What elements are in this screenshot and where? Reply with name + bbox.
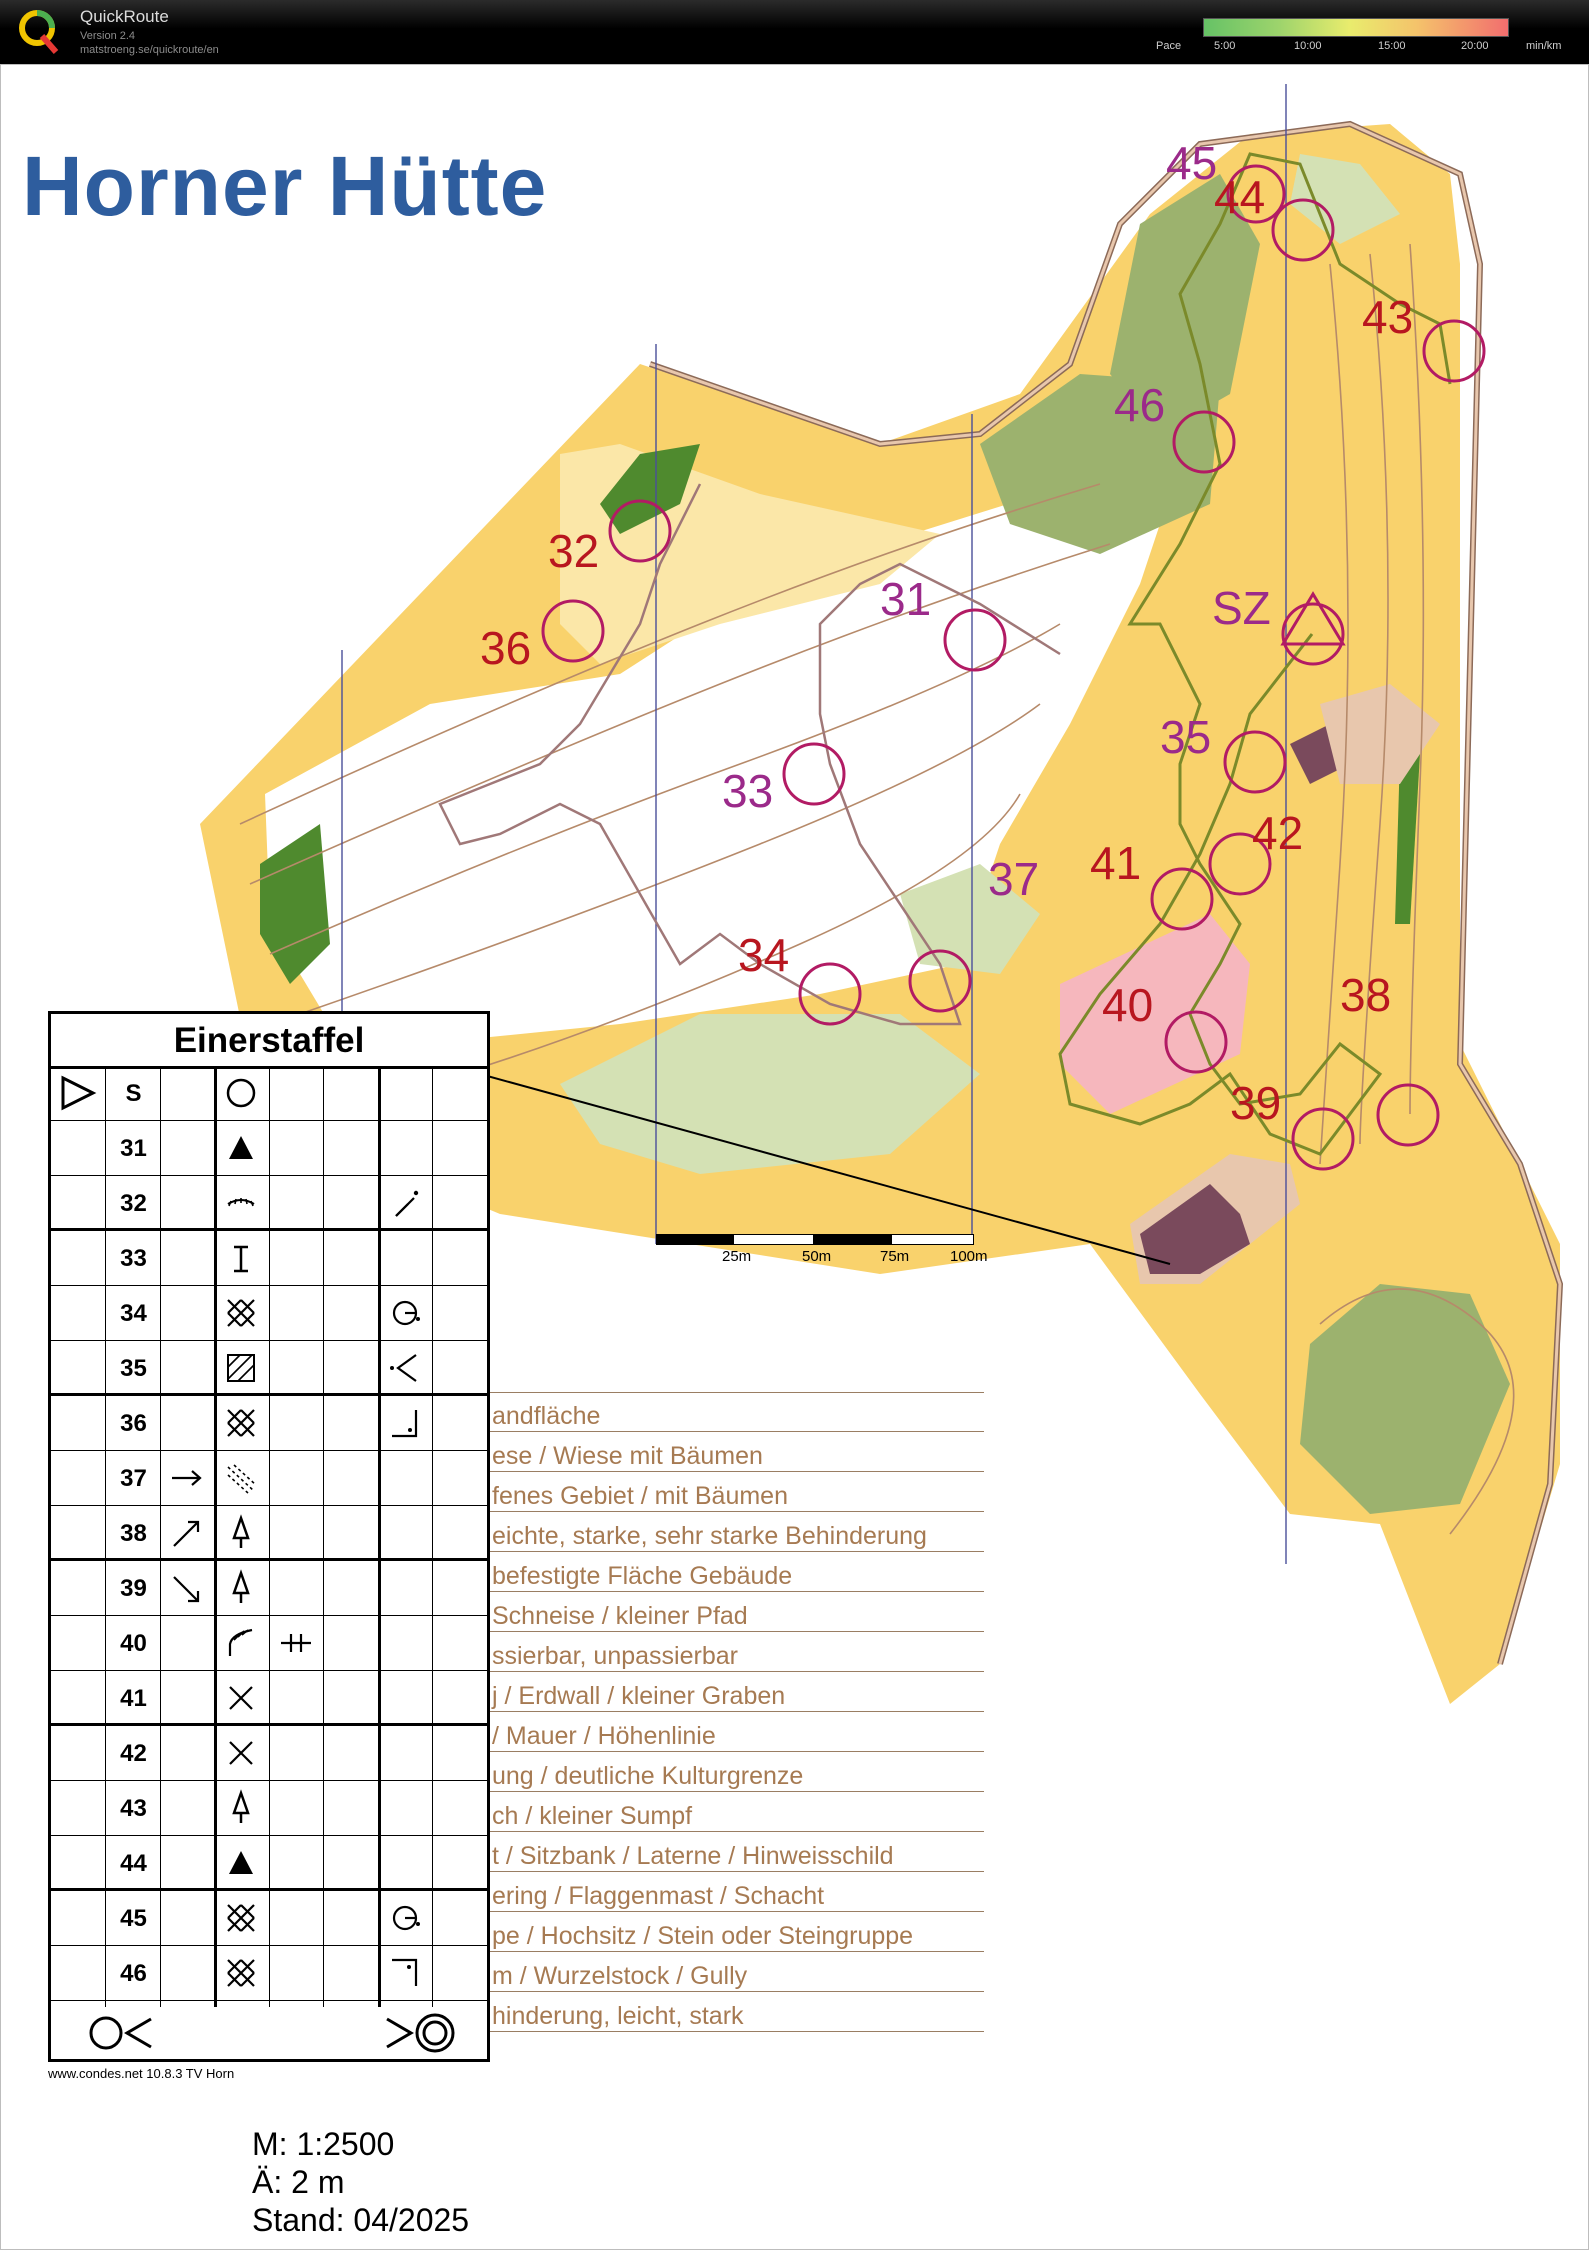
scale-label: 100m — [950, 1248, 988, 1265]
pace-tick: 20:00 — [1461, 40, 1489, 52]
legend-entry: ssierbar, unpassierbar — [488, 1632, 984, 1672]
legend-entry: fenes Gebiet / mit Bäumen — [488, 1472, 984, 1512]
control-code: 43 — [120, 1795, 147, 1822]
quickroute-logo-icon — [18, 6, 60, 56]
control-code: 36 — [120, 1410, 147, 1437]
pace-label: Pace — [1156, 40, 1182, 52]
earth-bank-icon — [214, 1231, 269, 1286]
legend-entry: ering / Flaggenmast / Schacht — [488, 1872, 984, 1912]
tree-icon — [214, 1561, 269, 1616]
control-number[interactable]: 40 — [1102, 979, 1154, 1031]
scale-label: 75m — [880, 1248, 910, 1265]
outside-circle-icon — [378, 1891, 433, 1946]
course-title: Einerstaffel — [51, 1014, 487, 1069]
tree-icon — [214, 1781, 269, 1836]
pace-tick: 15:00 — [1378, 40, 1406, 52]
earth-wall-icon — [214, 1616, 269, 1671]
pace-tick: 10:00 — [1294, 40, 1322, 52]
cross-icon — [214, 1671, 269, 1726]
scale-label: 25m — [722, 1248, 752, 1265]
control-number[interactable]: SZ — [1212, 582, 1271, 634]
control-number[interactable]: 45 — [1166, 137, 1218, 189]
thicket-icon — [214, 1286, 269, 1341]
cross-icon — [214, 1726, 269, 1781]
funnel-icon — [387, 2019, 411, 2047]
scale-segment — [657, 1235, 734, 1244]
control-number[interactable]: 35 — [1160, 711, 1212, 763]
legend-entry: eichte, starke, sehr starke Behinderung — [488, 1512, 984, 1552]
scale-segment — [813, 1235, 892, 1244]
control-code: 39 — [120, 1575, 147, 1602]
grid-line — [378, 1069, 381, 2007]
map-scale: M: 1:2500 — [252, 2126, 395, 2162]
finish-double-circle-icon — [417, 2015, 453, 2051]
legend-entry: ung / deutliche Kulturgrenze — [488, 1752, 984, 1792]
app-version: Version 2.4 — [80, 30, 136, 42]
inner-corner-icon — [378, 1946, 433, 2001]
control-code: S — [125, 1080, 142, 1107]
arrow-east-icon — [160, 1451, 215, 1506]
junction-icon — [269, 1616, 324, 1671]
legend-entry: hinderung, leicht, stark — [488, 1992, 984, 2032]
app-url: matstroeng.se/quickroute/en — [80, 44, 219, 56]
corner-icon — [378, 1176, 433, 1231]
narrow-ride-icon — [214, 1451, 269, 1506]
control-code: 35 — [120, 1355, 147, 1382]
legend-entry: Schneise / kleiner Pfad — [488, 1592, 984, 1632]
tree-icon — [214, 1506, 269, 1561]
outside-circle-icon — [378, 1286, 433, 1341]
scale-bar — [656, 1234, 974, 1245]
thicket-icon — [214, 1946, 269, 2001]
grid-line — [432, 1069, 433, 2007]
control-description-sheet — [48, 1011, 490, 2062]
arrow-south-east-icon — [160, 1561, 215, 1616]
control-number[interactable]: 44 — [1214, 171, 1266, 223]
paved-area-icon — [214, 1341, 269, 1396]
control-number[interactable]: 46 — [1114, 379, 1166, 431]
map-legend — [488, 1392, 984, 2032]
thicket-icon — [214, 1396, 269, 1451]
legend-entry: andfläche — [488, 1392, 984, 1432]
legend-entry: t / Sitzbank / Laterne / Hinweisschild — [488, 1832, 984, 1872]
control-number[interactable]: 33 — [722, 765, 774, 817]
control-code: 32 — [120, 1190, 147, 1217]
control-number[interactable]: 34 — [738, 929, 790, 981]
grid-line — [160, 1069, 161, 2007]
control-number[interactable]: 32 — [548, 525, 600, 577]
circle-open-icon — [214, 1066, 269, 1121]
start-triangle-icon — [51, 1066, 106, 1121]
control-code: 38 — [120, 1520, 147, 1547]
legend-entry: ch / kleiner Sumpf — [488, 1792, 984, 1832]
control-number[interactable]: 43 — [1362, 291, 1414, 343]
corner-angle-icon — [378, 1396, 433, 1451]
control-number[interactable]: 38 — [1340, 969, 1392, 1021]
control-code: 41 — [120, 1685, 147, 1712]
grid-line — [269, 1069, 270, 2007]
legend-entry: ese / Wiese mit Bäumen — [488, 1432, 984, 1472]
map-date: Stand: 04/2025 — [252, 2202, 470, 2238]
grid-line — [105, 1069, 106, 2007]
scale-label: 50m — [802, 1248, 832, 1265]
control-code: 40 — [120, 1630, 147, 1657]
pace-color-scale — [1203, 18, 1509, 37]
control-number[interactable]: 31 — [880, 573, 932, 625]
finish-circle-icon — [91, 2018, 121, 2048]
finish-description — [51, 2007, 487, 2059]
software-credit: www.condes.net 10.8.3 TV Horn — [48, 2066, 235, 2081]
contour-interval: Ä: 2 m — [252, 2164, 345, 2200]
control-number[interactable]: 39 — [1230, 1077, 1282, 1129]
arrow-north-east-icon — [160, 1506, 215, 1561]
control-code: 34 — [120, 1300, 147, 1327]
control-code: 37 — [120, 1465, 147, 1492]
pace-unit: min/km — [1526, 40, 1562, 52]
control-code: 33 — [120, 1245, 147, 1272]
map-title: Horner Hütte — [22, 139, 548, 233]
pace-tick: 5:00 — [1214, 40, 1236, 52]
thicket-icon — [214, 1891, 269, 1946]
control-code: 42 — [120, 1740, 147, 1767]
control-code: 46 — [120, 1960, 147, 1987]
legend-entry: pe / Hochsitz / Stein oder Steingruppe — [488, 1912, 984, 1952]
control-code: 44 — [120, 1850, 147, 1877]
control-code: 31 — [120, 1135, 147, 1162]
knoll-icon — [214, 1121, 269, 1176]
legend-entry: befestigte Fläche Gebäude — [488, 1552, 984, 1592]
funnel-icon — [127, 2019, 151, 2047]
corner-bend-icon — [378, 1341, 433, 1396]
control-number[interactable]: 36 — [480, 622, 532, 674]
quickroute-toolbar — [0, 0, 1589, 64]
app-title: QuickRoute — [80, 7, 169, 26]
control-code: 45 — [120, 1905, 147, 1932]
knoll-icon — [214, 1836, 269, 1891]
gully-end-icon — [214, 1176, 269, 1231]
control-number[interactable]: 42 — [1252, 807, 1304, 859]
legend-entry: m / Wurzelstock / Gully — [488, 1952, 984, 1992]
legend-entry: / Mauer / Höhenlinie — [488, 1712, 984, 1752]
grid-line — [323, 1069, 324, 2007]
control-number[interactable]: 41 — [1090, 837, 1142, 889]
legend-entry: j / Erdwall / kleiner Graben — [488, 1672, 984, 1712]
grid-line — [214, 1069, 217, 2007]
control-number[interactable]: 37 — [988, 853, 1040, 905]
